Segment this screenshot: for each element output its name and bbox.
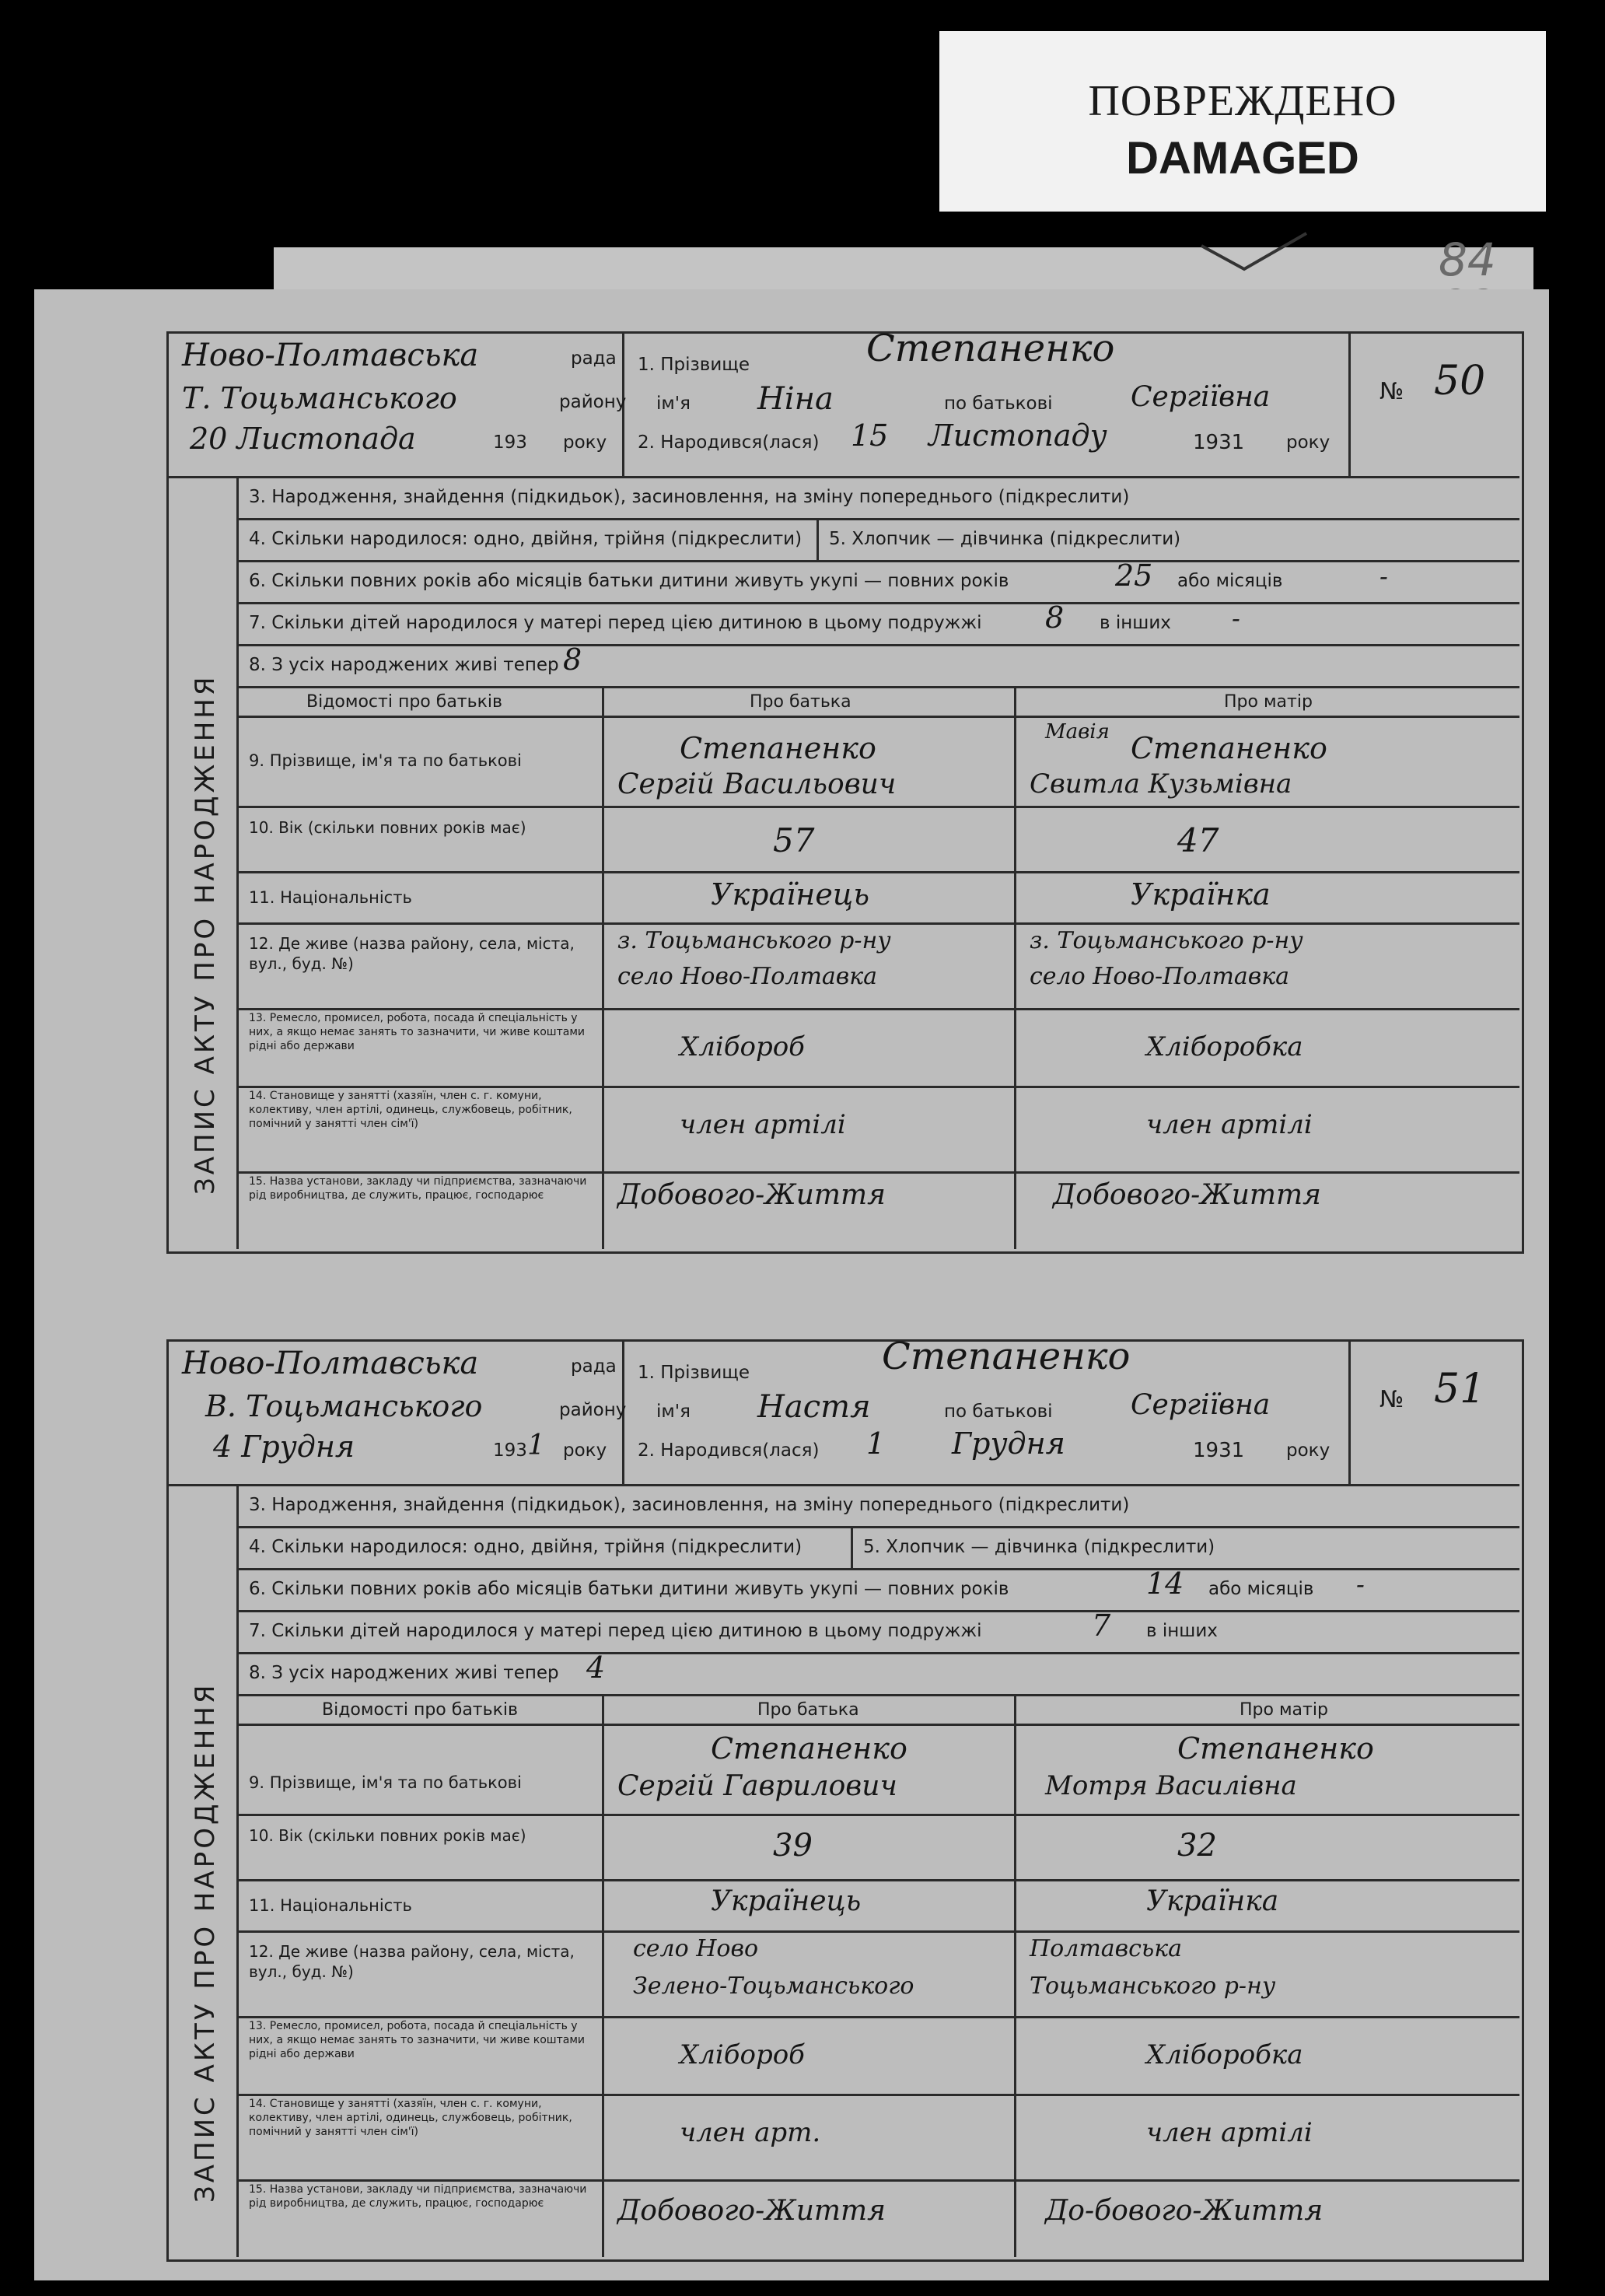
roku-label: року [563, 432, 607, 453]
reg-date-value: 4 Грудня [213, 1430, 355, 1464]
alive-now-value: 4 [586, 1650, 606, 1685]
mother-age: 32 [1177, 1828, 1217, 1864]
patronymic-label: по батькові [944, 394, 1053, 414]
row-6-months-label: або місяців [1177, 571, 1283, 591]
surname-label: 1. Прізвище [638, 1363, 750, 1383]
mother-address-1: Полтавська [1030, 1935, 1183, 1962]
mother-name: Мотря Василівна [1045, 1770, 1297, 1801]
father-workplace: Добового-Життя [617, 1179, 886, 1211]
birth-roku-label: року [1286, 432, 1331, 453]
row-3-label: 3. Народження, знайдення (підкидьок), засиновлення, на зміну попереднього (підкреслити) [249, 1495, 1130, 1515]
birth-day-value: 1 [866, 1426, 886, 1461]
row-11-label: 11. Національність [249, 1896, 412, 1915]
alive-now-value: 8 [563, 642, 582, 677]
label-line-2: DAMAGED [1126, 133, 1359, 184]
father-nationality: Українець [711, 877, 870, 912]
row-7-label: 7. Скільки дітей народилося у матері перед цією дитиною в цьому подружжі [249, 613, 982, 633]
mother-age: 47 [1177, 821, 1219, 859]
mother-nationality: Українка [1131, 877, 1271, 912]
patronymic-label: по батькові [944, 1402, 1053, 1422]
father-address-2: село Ново-Полтавка [617, 963, 878, 990]
row-10-label: 10. Вік (скільки повних років має) [249, 818, 526, 837]
surname-label: 1. Прізвище [638, 355, 750, 375]
father-age: 57 [773, 821, 815, 859]
row-9-label: 9. Прізвище, ім'я та по батькові [249, 1773, 522, 1792]
mother-position: член артілі [1146, 2117, 1313, 2148]
row-3-label: 3. Народження, знайдення (підкидьок), засиновлення, на зміну попереднього (підкреслити) [249, 487, 1130, 507]
born-label: 2. Народився(лася) [638, 1440, 820, 1461]
father-occupation: Хлібороб [680, 1031, 805, 1062]
side-title: ЗАПИС АКТУ ПРО НАРОДЖЕННЯ [190, 1682, 221, 2203]
surname-value: Степаненко [882, 1335, 1131, 1378]
row-8-label: 8. З усіх народжених живі тепер [249, 655, 559, 675]
row-9-label: 9. Прізвище, ім'я та по батькові [249, 751, 522, 770]
raion-value: В. Тоцьманського [205, 1389, 483, 1423]
roku-label: року [563, 1440, 607, 1461]
birth-month-value: Грудня [952, 1426, 1065, 1461]
raion-label: районy [559, 392, 627, 412]
record-2 [166, 1335, 1519, 2273]
mother-address-1: з. Тоцьманського р-ну [1030, 927, 1303, 954]
raion-value: Т. Тоцьманського [182, 381, 457, 415]
row-15-label: 15. Назва установи, закладу чи підприємства, зазначаючи рід виробництва, де служить, працює, господарює [249, 1175, 587, 1202]
mother-surname: Степаненко [1177, 1731, 1374, 1766]
reg-year-suffix: 1 [527, 1430, 545, 1461]
header-mother: Про матір [1240, 1700, 1328, 1720]
row-6-months-label: або місяців [1208, 1579, 1314, 1599]
row-11-label: 11. Національність [249, 888, 412, 907]
father-name: Сергій Гаврилович [617, 1770, 897, 1802]
header-info: Відомості про батьків [306, 692, 502, 712]
father-age: 39 [773, 1828, 813, 1864]
reg-date-value: 20 Листопада [190, 422, 416, 456]
name-label: ім'я [656, 394, 691, 414]
row-14-label: 14. Становище у занятті (хазяїн, член с. г. комуни, колективу, член артілі, одинець, службовець, робітник, помічний у занятті член сім'ї) [249, 1090, 572, 1130]
mother-surname: Степаненко [1131, 731, 1327, 765]
rada-label: рада [571, 1356, 617, 1377]
name-value: Ніна [757, 381, 834, 417]
label-line-1: ПОВРЕЖДЕНО [1088, 77, 1397, 125]
mother-address-2: село Ново-Полтавка [1030, 963, 1290, 990]
number-label: № [1379, 378, 1404, 405]
reg-year-label: 193 [493, 432, 527, 453]
row-4-label: 4. Скільки народилося: одно, двійня, трійня (підкреслити) [249, 1537, 802, 1557]
children-before-value: 8 [1045, 600, 1065, 635]
months-together-value: - [1356, 1570, 1365, 1599]
row-5-label: 5. Хлопчик — дівчинка (підкреслити) [829, 529, 1181, 549]
father-nationality: Українець [711, 1885, 862, 1917]
row-13-label: 13. Ремесло, промисел, робота, посада й спеціальність у них, а якщо немає занять то зазначити, чи живе коштами рідні або держави [249, 1012, 586, 1052]
side-title: ЗАПИС АКТУ ПРО НАРОДЖЕННЯ [190, 674, 221, 1195]
father-occupation: Хлібороб [680, 2039, 805, 2070]
rada-value: Ново-Полтавська [182, 338, 479, 373]
row-6-label: 6. Скільки повних років або місяців батьки дитини живуть укупі — повних років [249, 1579, 1009, 1599]
row-14-label: 14. Становище у занятті (хазяїн, член с. г. комуни, колективу, член артілі, одинець, службовець, робітник, помічний у занятті член сім'ї) [249, 2098, 572, 2138]
father-workplace: Добового-Життя [617, 2195, 886, 2227]
header-father: Про батька [757, 1700, 859, 1720]
row-7-other-label: в інших [1146, 1621, 1218, 1641]
father-position: член артілі [680, 1109, 846, 1140]
mother-address-2: Тоцьманського р-ну [1030, 1972, 1276, 2000]
row-5-label: 5. Хлопчик — дівчинка (підкреслити) [863, 1537, 1215, 1557]
name-value: Настя [757, 1389, 871, 1425]
row-10-label: 10. Вік (скільки повних років має) [249, 1826, 526, 1845]
number-value: 51 [1434, 1366, 1486, 1412]
mother-note: Мавія [1045, 720, 1110, 744]
patronymic-value: Сергіївна [1131, 381, 1271, 413]
header-father: Про батька [750, 692, 851, 712]
father-name: Сергій Васильович [617, 768, 897, 800]
father-address-1: село Ново [633, 1935, 759, 1962]
children-other-value: - [1232, 604, 1240, 633]
months-together-value: - [1379, 562, 1388, 591]
birth-day-value: 15 [851, 418, 889, 453]
header-info: Відомості про батьків [322, 1700, 518, 1720]
number-value: 50 [1434, 358, 1486, 404]
birth-year-value: 1931 [1193, 1439, 1245, 1462]
record-1 [166, 327, 1519, 1265]
reg-year-label: 193 [493, 1440, 527, 1461]
mother-workplace: Добового-Життя [1053, 1179, 1321, 1211]
row-15-label: 15. Назва установи, закладу чи підприємства, зазначаючи рід виробництва, де служить, працює, господарює [249, 2183, 587, 2210]
name-label: ім'я [656, 1402, 691, 1422]
row-7-other-label: в інших [1100, 613, 1171, 633]
mother-occupation: Хліборобка [1146, 1031, 1303, 1062]
rada-value: Ново-Полтавська [182, 1346, 479, 1381]
mother-name: Свитла Кузьмівна [1030, 768, 1292, 800]
row-6-label: 6. Скільки повних років або місяців батьки дитини живуть укупі — повних років [249, 571, 1009, 591]
number-label: № [1379, 1386, 1404, 1413]
row-12-label: 12. Де живе (назва району, села, міста, вул., буд. №) [249, 1942, 575, 1981]
father-position: член арт. [680, 2117, 821, 2148]
father-address-2: Зелено-Тоцьманського [633, 1972, 914, 2000]
mother-position: член артілі [1146, 1109, 1313, 1140]
document-page [34, 289, 1549, 2280]
row-12-label: 12. Де живе (назва району, села, міста, вул., буд. №) [249, 934, 575, 973]
raion-label: районy [559, 1400, 627, 1420]
patronymic-value: Сергіївна [1131, 1389, 1271, 1421]
row-7-label: 7. Скільки дітей народилося у матері перед цією дитиною в цьому подружжі [249, 1621, 982, 1641]
mother-nationality: Українка [1146, 1885, 1279, 1917]
page-number-top: 84 [1439, 233, 1496, 286]
birth-month-value: Листопаду [928, 418, 1107, 453]
father-surname: Степаненко [711, 1731, 907, 1766]
mother-occupation: Хліборобка [1146, 2039, 1303, 2070]
row-4-label: 4. Скільки народилося: одно, двійня, трійня (підкреслити) [249, 529, 802, 549]
check-mark-icon [1198, 230, 1314, 277]
row-13-label: 13. Ремесло, промисел, робота, посада й спеціальність у них, а якщо немає занять то зазначити, чи живе коштами рідні або держави [249, 2020, 586, 2060]
damaged-label [939, 31, 1546, 212]
rada-label: рада [571, 348, 617, 369]
children-before-value: 7 [1092, 1608, 1111, 1643]
surname-value: Степаненко [866, 327, 1115, 370]
birth-year-value: 1931 [1193, 431, 1245, 454]
years-together-value: 14 [1146, 1566, 1184, 1601]
father-surname: Степаненко [680, 731, 876, 765]
header-mother: Про матір [1224, 692, 1313, 712]
row-8-label: 8. З усіх народжених живі тепер [249, 1663, 559, 1683]
mother-workplace: До-бового-Життя [1045, 2195, 1324, 2227]
years-together-value: 25 [1115, 558, 1153, 593]
birth-roku-label: року [1286, 1440, 1331, 1461]
born-label: 2. Народився(лася) [638, 432, 820, 453]
father-address-1: з. Тоцьманського р-ну [617, 927, 891, 954]
